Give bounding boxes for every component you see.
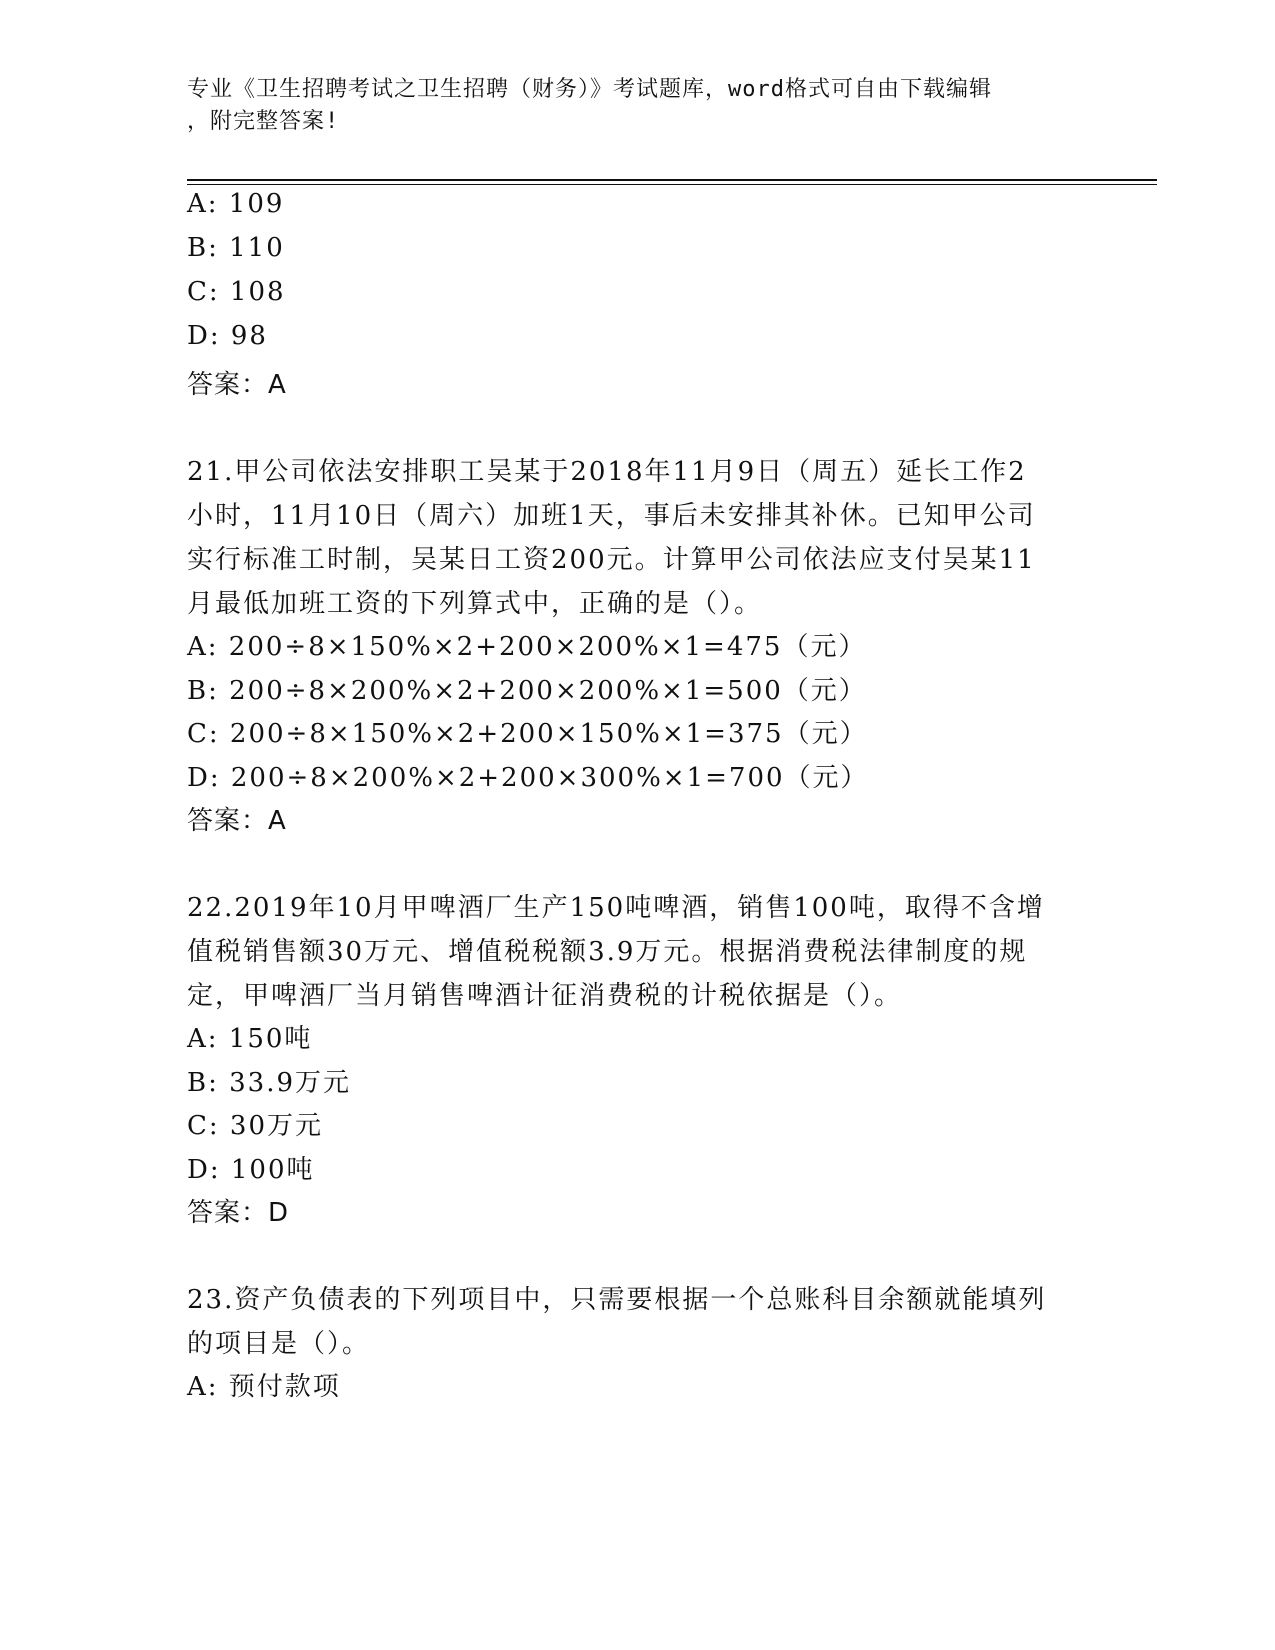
q21-option-d: D: 200÷8×200%×2+200×300%×1=700（元） [187, 763, 869, 793]
header-divider-thin [187, 184, 1157, 185]
q21-answer: 答案：A [187, 806, 287, 836]
q20-answer: 答案：A [187, 370, 287, 400]
q20-option-d: D: 98 [187, 321, 268, 351]
q22-option-d: D: 100吨 [187, 1155, 315, 1185]
header-line-2: ，附完整答案! [187, 109, 340, 134]
header-divider-thick [187, 179, 1157, 181]
q21-stem-line: 21.甲公司依法安排职工吴某于2018年11月9日（周五）延长工作2 [187, 457, 1027, 487]
q23-stem-line: 23.资产负债表的下列项目中，只需要根据一个总账科目余额就能填列 [187, 1285, 1047, 1315]
q22-option-b: B: 33.9万元 [187, 1068, 352, 1098]
document-header [187, 74, 1087, 138]
q21-option-a: A: 200÷8×150%×2+200×200%×1=475（元） [187, 632, 867, 662]
q22-stem-line: 值税销售额30万元、增值税税额3.9万元。根据消费税法律制度的规 [187, 937, 1028, 967]
q23-option-a: A: 预付款项 [187, 1372, 341, 1402]
q23-stem-line: 的项目是（）。 [187, 1329, 371, 1359]
q22-answer: 答案：D [187, 1198, 290, 1228]
q21-option-b: B: 200÷8×200%×2+200×200%×1=500（元） [187, 676, 867, 706]
q20-option-b: B: 110 [187, 233, 285, 263]
header-line-1: 专业《卫生招聘考试之卫生招聘（财务）》考试题库，word格式可自由下载编辑 [187, 77, 992, 102]
q22-option-c: C: 30万元 [187, 1111, 324, 1141]
q20-option-a: A: 109 [187, 189, 285, 219]
q21-stem-line: 实行标准工时制，吴某日工资200元。计算甲公司依法应支付吴某11 [187, 545, 1036, 575]
q22-stem-line: 22.2019年10月甲啤酒厂生产150吨啤酒，销售100吨，取得不含增 [187, 893, 1045, 923]
q22-stem-line: 定，甲啤酒厂当月销售啤酒计征消费税的计税依据是（）。 [187, 981, 903, 1011]
q20-option-c: C: 108 [187, 277, 286, 307]
q21-stem-line: 小时，11月10日（周六）加班1天，事后未安排其补休。已知甲公司 [187, 501, 1036, 531]
q22-option-a: A: 150吨 [187, 1024, 313, 1054]
q21-stem-line: 月最低加班工资的下列算式中，正确的是（）。 [187, 589, 763, 619]
q21-option-c: C: 200÷8×150%×2+200×150%×1=375（元） [187, 719, 868, 749]
